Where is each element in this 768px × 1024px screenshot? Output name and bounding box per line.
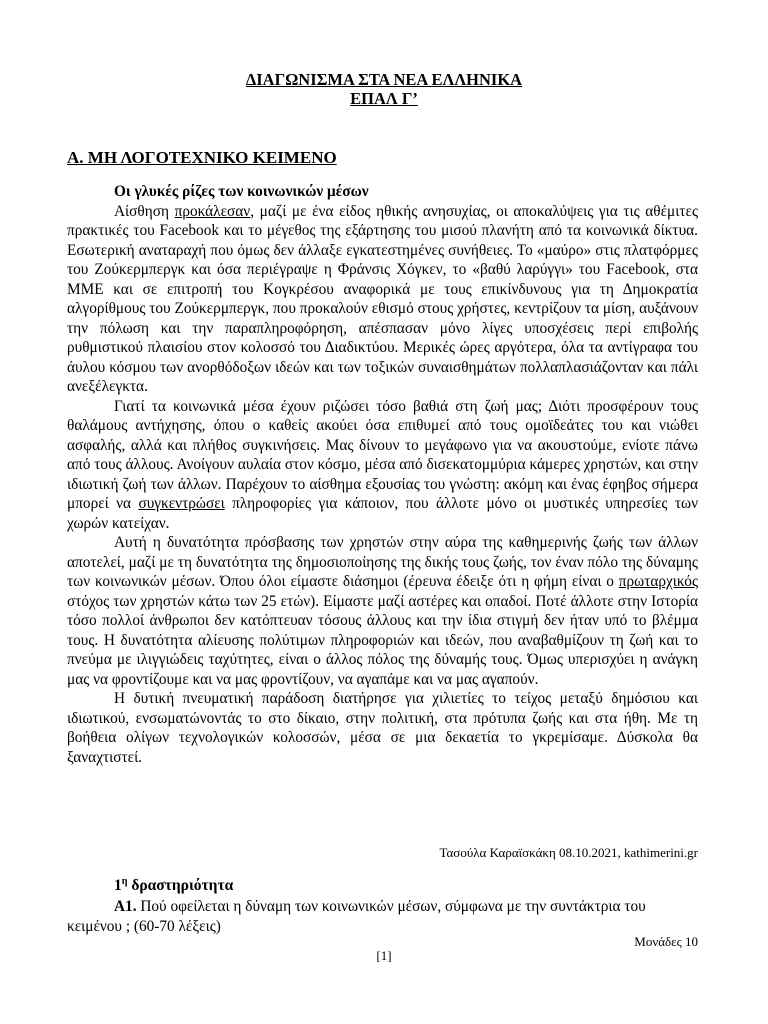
activity-ordinal: η bbox=[121, 876, 128, 887]
question-units: Μονάδες 10 bbox=[634, 934, 698, 949]
underlined-word: συγκεντρώσει bbox=[138, 495, 225, 512]
question-a1-text: Πού οφείλεται η δύναμη των κοινωνικών μέσων, σύμφωνα με την συντάκτρια του κειμένου ; (60-70 λέξεις) bbox=[67, 898, 646, 935]
paragraph-3 bbox=[67, 533, 698, 689]
article-subtitle: Οι γλυκές ρίζες των κοινωνικών μέσων bbox=[114, 183, 369, 200]
paragraph-3-rest: στόχος των χρηστών κάτω των 25 ετών). Είμαστε μαζί αστέρες και οπαδοί. Ποτέ άλλοτε στην Ιστορία τόσο πολλοί άνθρωποι δεν κατόπτευαν τόσους άλλους και την ίδια στιγμή δεν ήταν υπό το βλέμμα τους. Η δυνατότητα αλίευσης πολύτιμων πληροφοριών και ιδεών, που αναβαθμίζουν τη ζωή και το πνεύμα με ιλιγγιώδεις ταχύτητες, είναι ο άλλος πόλος της δύναμής τους. Όμως υπερισχύει η ανάγκη μας να φροντίζουμε και να μας φροντίζουν, να αγαπάμε και να μας αγαπούν. bbox=[67, 592, 698, 688]
paragraph-2-start: Γιατί τα κοινωνικά μέσα έχουν ριζώσει τόσο βαθιά στη ζωή μας; Διότι προσφέρουν τους θαλάμους αντήχησης, όπου ο καθείς ακούει όσα επιθυμεί από τους ομοϊδεάτες του και νιώθει ασφαλής, αλλά και πλήθος συγκινήσεις. Μας δίνουν το μεγάφωνο για να ακουστούμε, ενίοτε πάνω από τους άλλους. Ανοίγουν αυλαία στον κόσμο, μέσα από δισεκατομμύρια κάμερες χρηστών, και στην ιδιωτική ζωή των άλλων. Παρέχουν το αίσθημα εξουσίας του γνώστη: ακόμη και ένας έφηβος σήμερα μπορεί να bbox=[67, 397, 698, 512]
paragraph-4: Η δυτική πνευματική παράδοση διατήρησε για χιλιετίες το τείχος μεταξύ δημόσιου και ιδιωτικού, ενσωματώνοντάς το στο δίκαιο, στην πολιτική, στα πρότυπα ζωής και στα ήθη. Με τη βοήθεια ολίγων τεχνολογικών κολοσσών, μέσα σε μια δεκαετία το γκρεμίσαμε. Δύσκολα θα ξαναχτιστεί. bbox=[67, 690, 698, 766]
section-heading: Α. ΜΗ ΛΟΓΟΤΕΧΝΙΚΟ ΚΕΙΜΕΝΟ bbox=[67, 148, 337, 167]
article-body bbox=[67, 182, 698, 767]
activity-heading bbox=[114, 876, 233, 895]
activity-number: 1 bbox=[114, 877, 122, 895]
question-a1-label: Α1. bbox=[114, 898, 137, 915]
paragraph-1 bbox=[67, 202, 698, 397]
paragraph-2-rest: πληροφορίες για κάποιον, που άλλοτε μόνο οι μυστικές υπηρεσίες των χωρών κατείχαν. bbox=[67, 495, 698, 532]
underlined-word: πρωταρχικός bbox=[618, 573, 698, 590]
paragraph-2 bbox=[67, 397, 698, 534]
paragraph-3-start: Αυτή η δυνατότητα πρόσβασης των χρηστών στην αύρα της καθημερινής ζωής των άλλων αποτελεί, μαζί με τη δυνατότητα της δημοσιοποίησης της δικής τους ζωής, τον έναν πόλο της δύναμης των κοινωνικών μέσων. Όπου όλοι είμαστε διάσημοι (έρευνα έδειξε ότι η φήμη είναι ο bbox=[67, 534, 698, 590]
activity-label: δραστηριότητα bbox=[127, 877, 234, 895]
exam-subtitle: ΕΠΑΛ Γ’ bbox=[350, 89, 418, 108]
exam-title: ΔΙΑΓΩΝΙΣΜΑ ΣΤΑ ΝΕΑ ΕΛΛΗΝΙΚΑ bbox=[245, 70, 523, 89]
underlined-word: προκάλεσαν bbox=[174, 202, 251, 220]
paragraph-1-rest: , μαζί με ένα είδος ηθικής ανησυχίας, οι αποκαλύψεις για τις αθέμιτες πρακτικές του Facebook και το μέγεθος της εξάρτησης του μισού πλανήτη από τα κοινωνικά δίκτυα. Εσωτερική αναταραχή που όμως δεν άλλαξε εγκατεστημένες συνήθειες. Το «μαύρο» στις πλατφόρμες του Ζούκερμπεργκ και όσα περιέγραψε η Φράνσις Χόγκεν, το «βαθύ λαρύγγι» του Facebook, στα ΜΜΕ και σε επιτροπή του Κογκρέσου αναφορικά με τους επικίνδυνους για τη Δημοκρατία αλγορίθμους του Ζούκερμπεργκ, που προκαλούν εθισμό στους χρήστες, κεντρίζουν τα μίση, αυξάνουν την πόλωση και την παραπληροφόρηση, απέσπασαν μόνο λίγες υποσχέσεις περί επιβολής ρυθμιστικού πλαισίου στον κολοσσό του Διαδικτύου. Μερικές ώρες αργότερα, όλα τα αντίγραφα του άυλου κόσμου των ανορθόδοξων ιδεών και των τοξικών συναισθημάτων πολλαπλασιάζονταν και πάλι ανεξέλεγκτα. bbox=[67, 202, 699, 395]
paragraph-1-start: Αίσθηση bbox=[114, 202, 169, 220]
question-a1 bbox=[67, 897, 698, 936]
page-number: [1] bbox=[376, 948, 392, 963]
article-source: Τασούλα Καραϊσκάκη 08.10.2021, kathimerini.gr bbox=[439, 845, 698, 860]
